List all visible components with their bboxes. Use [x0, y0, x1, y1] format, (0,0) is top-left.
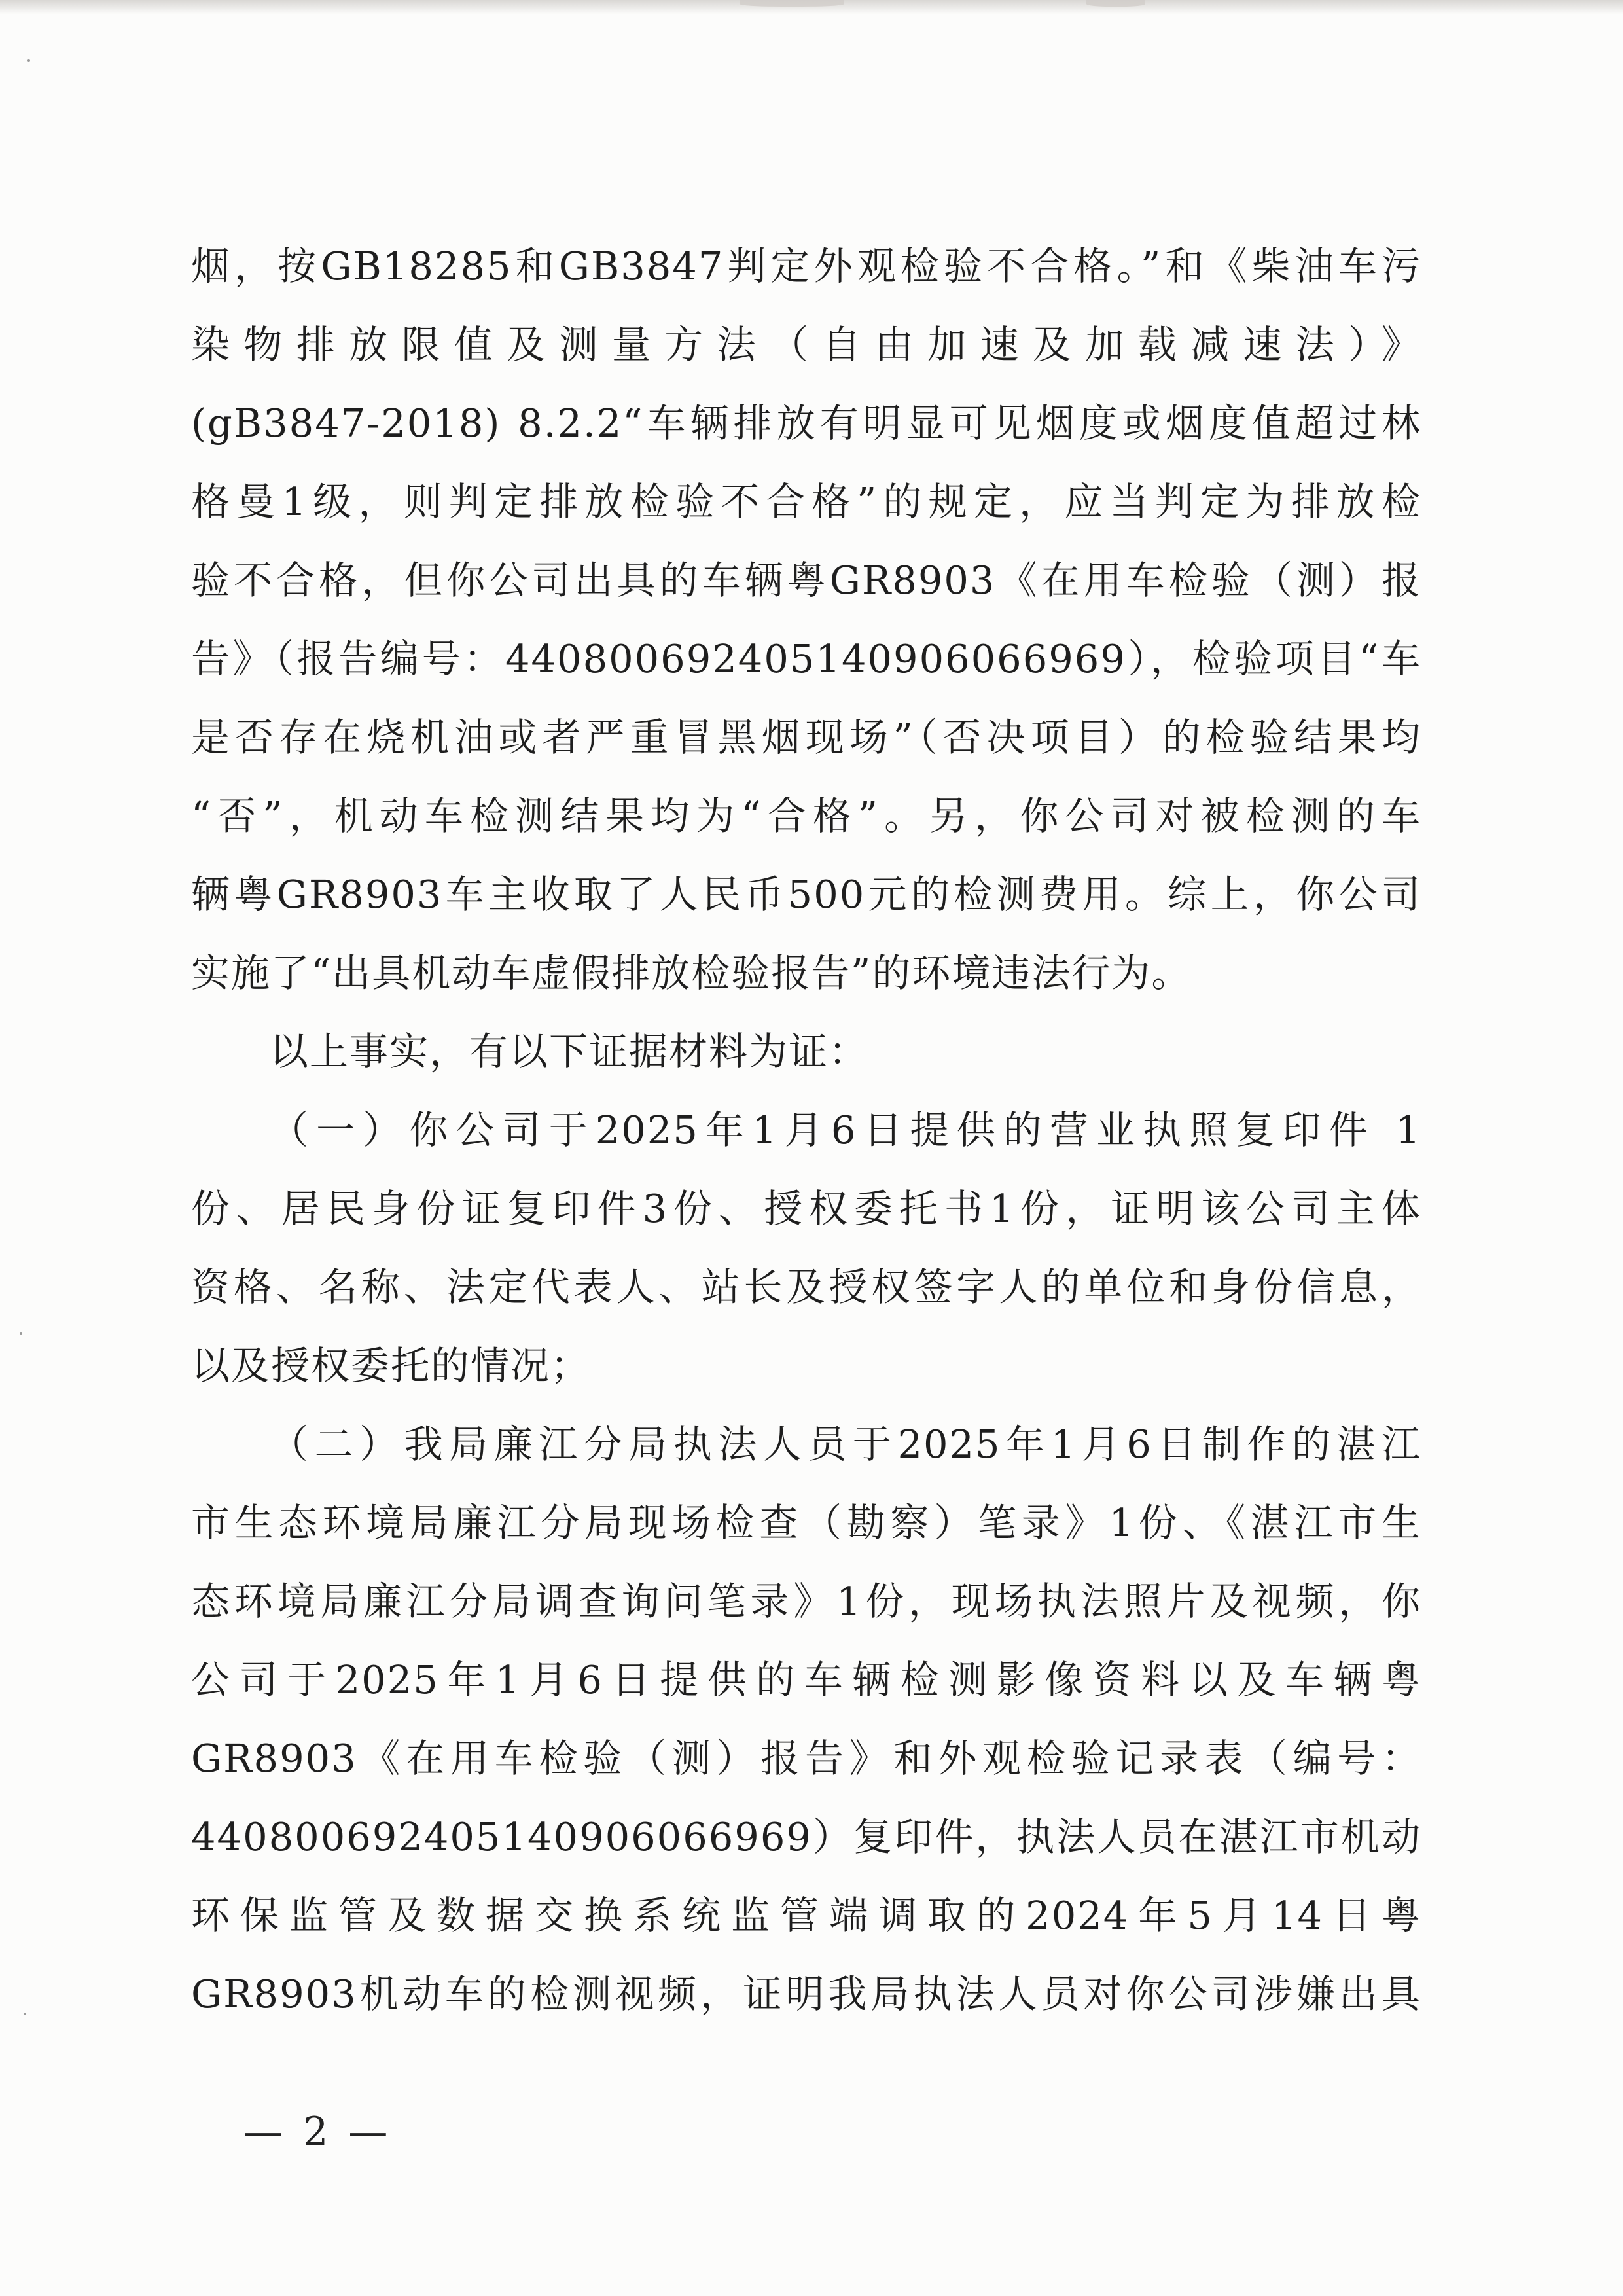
- text-line: 市生态环境局廉江分局现场检查（勘察）笔录》1份、《湛江市生: [191, 1500, 1421, 1545]
- page-number: — 2 —: [243, 2109, 392, 2155]
- text-line: 实施了“出具机动车虚假排放检验报告”的环境违法行为。: [191, 950, 1192, 996]
- text-line: 验不合格，但你公司出具的车辆粤GR8903《在用车检验（测）报: [191, 558, 1421, 603]
- paragraph-2: [191, 1013, 1421, 1091]
- body-text: [191, 227, 1421, 2034]
- text-line: 份、居民身份证复印件3份、授权委托书1份，证明该公司主体: [191, 1186, 1421, 1231]
- scan-speck: [27, 59, 30, 62]
- text-line: 烟，按GB18285和GB3847判定外观检验不合格。”和《柴油车污: [191, 243, 1421, 289]
- text-line: GR8903机动车的检测视频，证明我局执法人员对你公司涉嫌出具: [191, 1971, 1421, 2017]
- text-line: “否”，机动车检测结果均为“合格”。另，你公司对被检测的车: [191, 793, 1421, 838]
- scan-speck: [20, 1332, 22, 1335]
- text-line: 440800692405140906066969）复印件，执法人员在湛江市机动: [191, 1814, 1421, 1859]
- text-line: GR8903《在用车检验（测）报告》和外观检验记录表（编号：: [191, 1736, 1421, 1781]
- scan-mark: [740, 0, 844, 7]
- paragraph-1: [191, 227, 1421, 1013]
- paragraph-3: [191, 1091, 1421, 1405]
- text-line: （二）我局廉江分局执法人员于2025年1月6日制作的湛江: [270, 1422, 1421, 1467]
- text-line: 格曼1级，则判定排放检验不合格”的规定，应当判定为排放检: [191, 479, 1421, 524]
- text-line: 以及授权委托的情况；: [191, 1343, 591, 1388]
- text-line: 以上事实，有以下证据材料为证：: [270, 1029, 869, 1074]
- text-line: 资格、名称、法定代表人、站长及授权签字人的单位和身份信息，: [191, 1265, 1421, 1310]
- text-line: 告》（报告编号：440800692405140906066969），检验项目“车: [191, 636, 1421, 681]
- text-line: 是否存在烧机油或者严重冒黑烟现场”（否决项目）的检验结果均: [191, 715, 1421, 760]
- text-line: （一）你公司于2025年1月6日提供的营业执照复印件 1: [270, 1107, 1421, 1153]
- text-line: 环保监管及数据交换系统监管端调取的2024年5月14日粤: [191, 1893, 1421, 1938]
- text-line: 染物排放限值及测量方法（自由加速及加载减速法）》: [191, 322, 1421, 367]
- scan-mark: [1086, 0, 1145, 7]
- paragraph-4: [191, 1405, 1421, 2034]
- scan-speck: [24, 2013, 26, 2015]
- text-line: 公司于2025年1月6日提供的车辆检测影像资料以及车辆粤: [191, 1657, 1421, 1702]
- text-line: (gB3847-2018) 8.2.2“车辆排放有明显可见烟度或烟度值超过林: [191, 401, 1421, 446]
- text-line: 辆粤GR8903车主收取了人民币500元的检测费用。综上，你公司: [191, 872, 1421, 917]
- text-line: 态环境局廉江分局调查询问笔录》1份，现场执法照片及视频，你: [191, 1579, 1421, 1624]
